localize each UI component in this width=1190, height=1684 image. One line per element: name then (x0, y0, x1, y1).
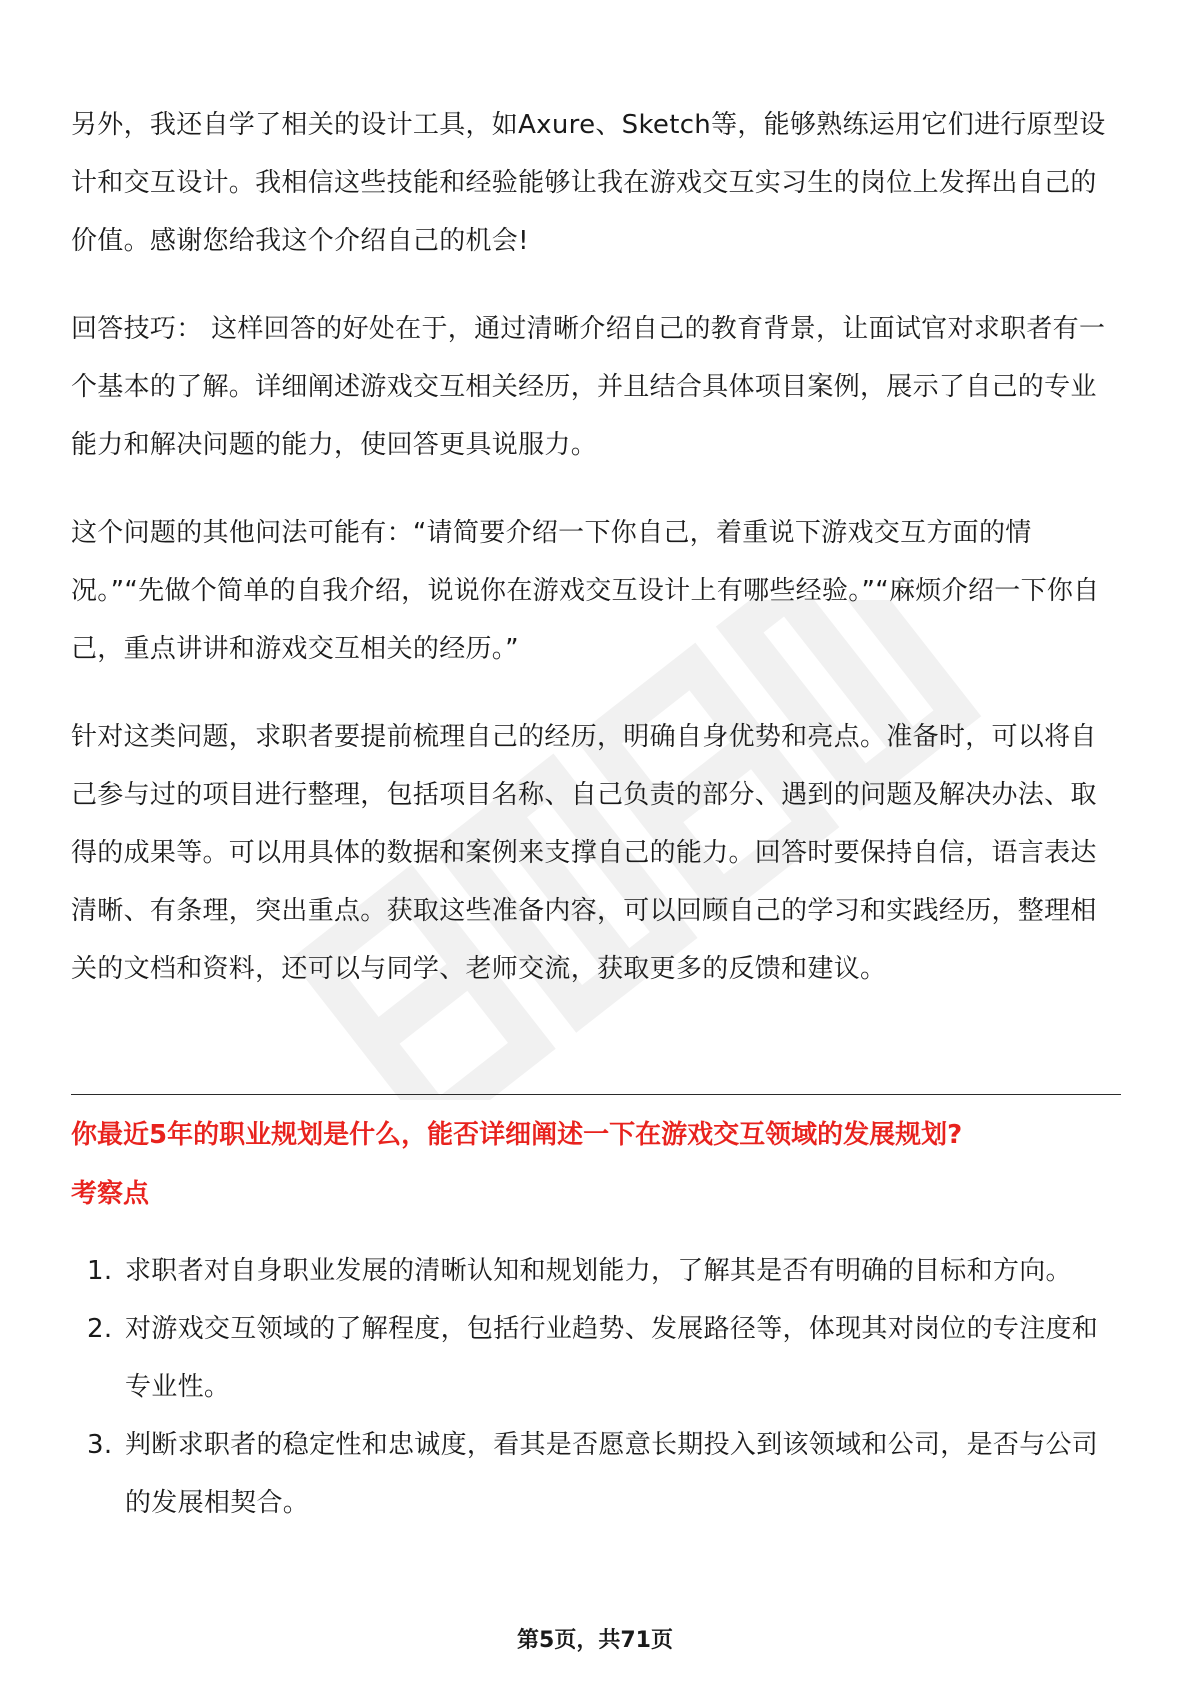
list-item (71, 1242, 1121, 1300)
list-item-text: 对游戏交互领域的了解程度，包括行业趋势、发展路径等，体现其对岗位的专注度和专业性。 (125, 1314, 1099, 1402)
list-item-text: 求职者对自身职业发展的清晰认知和规划能力，了解其是否有明确的目标和方向。 (125, 1256, 1072, 1286)
list-item (71, 1416, 1121, 1532)
list-item-number: 1. (87, 1256, 113, 1286)
interview-question-heading: 你最近5年的职业规划是什么，能否详细阐述一下在游戏交互领域的发展规划? (71, 1120, 963, 1150)
paragraph-alternative-questions: 这个问题的其他问法可能有：“请简要介绍一下你自己，着重说下游戏交互方面的情况。”“先做个简单的自我介绍，说说你在游戏交互设计上有哪些经验。”“麻烦介绍一下你自己，重点讲讲和游戏交互相关的经历。” (71, 518, 1100, 664)
assessment-points-list (71, 1242, 1121, 1532)
list-item (71, 1300, 1121, 1416)
list-item-number: 2. (87, 1314, 113, 1344)
list-item-text: 判断求职者的稳定性和忠诚度，看其是否愿意长期投入到该领域和公司，是否与公司的发展相契合。 (125, 1430, 1099, 1518)
paragraph-answer-tips: 回答技巧： 这样回答的好处在于，通过清晰介绍自己的教育背景，让面试官对求职者有一个基本的了解。详细阐述游戏交互相关经历，并且结合具体项目案例，展示了自己的专业能力和解决问题的能力，使回答更具说服力。 (71, 314, 1106, 460)
paragraph-self-intro-ending: 另外，我还自学了相关的设计工具，如Axure、Sketch等，能够熟练运用它们进行原型设计和交互设计。我相信这些技能和经验能够让我在游戏交互实习生的岗位上发挥出自己的价值。感谢您给我这个介绍自己的机会! (71, 110, 1106, 256)
assessment-points-heading: 考察点 (71, 1179, 150, 1209)
paragraph-preparation-advice: 针对这类问题，求职者要提前梳理自己的经历，明确自身优势和亮点。准备时，可以将自己参与过的项目进行整理，包括项目名称、自己负责的部分、遇到的问题及解决办法、取得的成果等。可以用具体的数据和案例来支撑自己的能力。回答时要保持自信，语言表达清晰、有条理，突出重点。获取这些准备内容，可以回顾自己的学习和实践经历，整理相关的文档和资料，还可以与同学、老师交流，获取更多的反馈和建议。 (71, 722, 1097, 984)
page-number-footer: 第5页，共71页 (517, 1628, 673, 1653)
body-text (71, 96, 1121, 1028)
list-item-number: 3. (87, 1430, 113, 1460)
section-divider (71, 1094, 1121, 1095)
